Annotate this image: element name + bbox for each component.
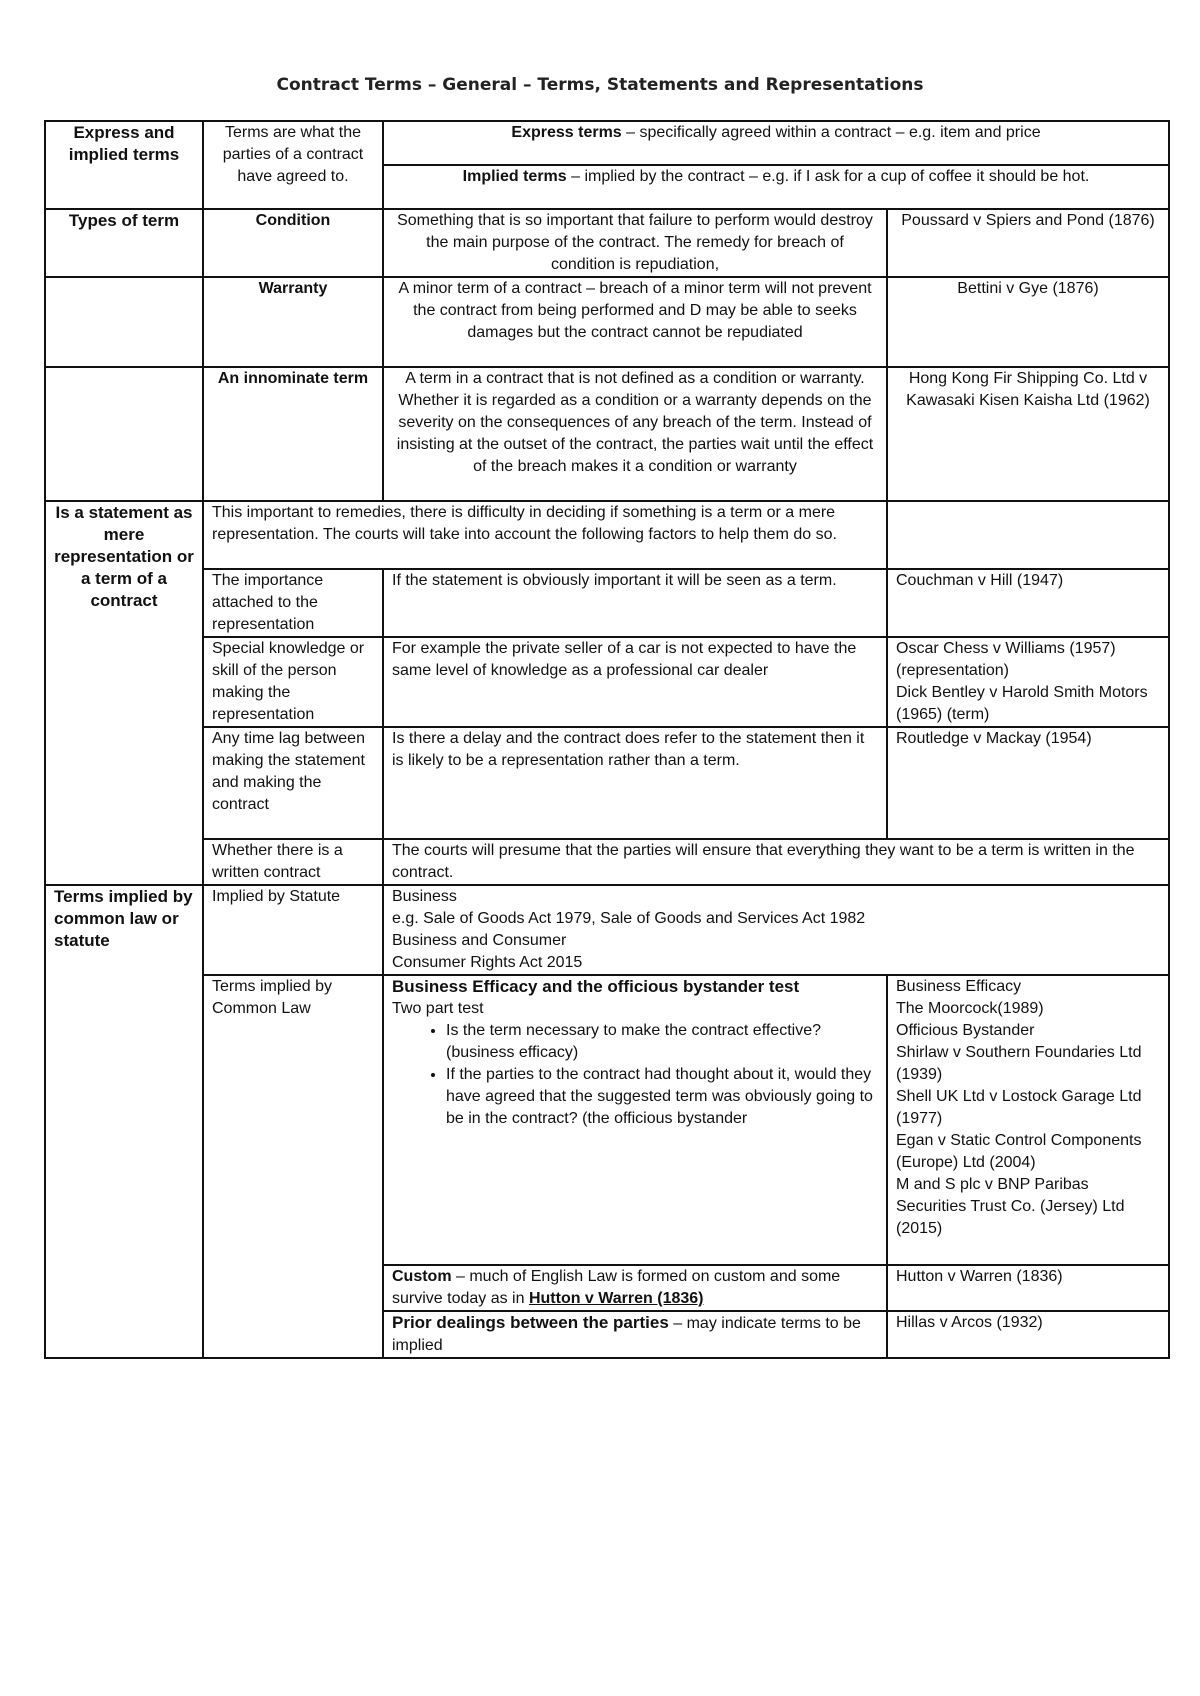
section-label-types-of-term: Types of term xyxy=(45,209,203,277)
case-reference: Hong Kong Fir Shipping Co. Ltd v Kawasaki Kisen Kaisha Ltd (1962) xyxy=(887,367,1169,501)
case-reference: Poussard v Spiers and Pond (1876) xyxy=(887,209,1169,277)
case-line: M and S plc v BNP Paribas Securities Trust Co. (Jersey) Ltd (2015) xyxy=(896,1176,1125,1237)
factor-name: Whether there is a written contract xyxy=(203,839,383,885)
two-part-test-label: Two part test xyxy=(392,1000,484,1017)
prior-dealings-cell xyxy=(383,1311,887,1358)
case-line: The Moorcock(1989) xyxy=(896,1000,1044,1017)
section-label-implied-by-law: Terms implied by common law or statute xyxy=(45,885,203,1358)
case-line: Routledge v Mackay (1954) xyxy=(896,730,1092,747)
statute-line: e.g. Sale of Goods Act 1979, Sale of Goods and Services Act 1982 xyxy=(392,910,866,927)
table-row xyxy=(45,975,1169,1265)
terms-table xyxy=(44,120,1170,1359)
table-row xyxy=(45,727,1169,839)
statute-line: Business and Consumer xyxy=(392,932,567,949)
implied-terms-heading: Implied terms xyxy=(462,168,567,185)
list-item: • If the parties to the contract had thought about it, would they have agreed that the suggested term was obviously going to be in the contract? (the officious bystander xyxy=(446,1064,878,1130)
section-label-statement-or-term: Is a statement as mere representation or a term of a contract xyxy=(45,501,203,885)
table-row xyxy=(45,637,1169,727)
empty-cell xyxy=(887,501,1169,569)
table-row xyxy=(45,501,1169,569)
express-terms-text: – specifically agreed within a contract – e.g. item and price xyxy=(621,124,1041,141)
case-line: Egan v Static Control Components (Europe) Ltd (2004) xyxy=(896,1132,1142,1171)
implied-terms-text: – implied by the contract – e.g. if I ask for a cup of coffee it should be hot. xyxy=(566,168,1090,185)
table-row xyxy=(45,277,1169,367)
factor-name: The importance attached to the representation xyxy=(203,569,383,637)
term-type-description: A minor term of a contract – breach of a minor term will not prevent the contract from being performed and D may be able to seeks damages but the contract cannot be repudiated xyxy=(383,277,887,367)
case-reference xyxy=(887,975,1169,1265)
factor-name: Special knowledge or skill of the person making the representation xyxy=(203,637,383,727)
prior-dealings-text: – may indicate terms to be implied xyxy=(392,1315,861,1354)
case-reference xyxy=(887,637,1169,727)
term-type-name: An innominate term xyxy=(203,367,383,501)
factor-description: For example the private seller of a car is not expected to have the same level of knowledge as a professional car dealer xyxy=(383,637,887,727)
case-reference: Hillas v Arcos (1932) xyxy=(887,1311,1169,1358)
factor-description: If the statement is obviously important it will be seen as a term. xyxy=(383,569,887,637)
section-label-express-implied: Express and implied terms xyxy=(45,121,203,209)
factor-description: Is there a delay and the contract does refer to the statement then it is likely to be a representation rather than a term. xyxy=(383,727,887,839)
custom-text: – much of English Law is formed on custom and some survive today as in xyxy=(392,1268,841,1307)
case-line: Dick Bentley v Harold Smith Motors (1965) (term) xyxy=(896,684,1148,723)
term-type-description: Something that is so important that failure to perform would destroy the main purpose of the contract. The remedy for breach of condition is repudiation, xyxy=(383,209,887,277)
statute-line: Business xyxy=(392,888,457,905)
representation-intro: This important to remedies, there is difficulty in deciding if something is a term or a mere representation. The courts will take into account the following factors to help them do so. xyxy=(203,501,887,569)
list-item: • Is the term necessary to make the contract effective? (business efficacy) xyxy=(446,1020,878,1064)
business-efficacy-heading: Business Efficacy and the officious bystander test xyxy=(392,977,800,996)
custom-heading: Custom xyxy=(392,1268,452,1285)
terms-definition: Terms are what the parties of a contract have agreed to. xyxy=(203,121,383,209)
express-terms-cell xyxy=(383,121,1169,165)
case-reference: Hutton v Warren (1836) xyxy=(887,1265,1169,1311)
prior-dealings-heading: Prior dealings between the parties xyxy=(392,1313,669,1332)
factor-description: The courts will presume that the parties will ensure that everything they want to be a term is written in the contract. xyxy=(383,839,1169,885)
implied-terms-cell xyxy=(383,165,1169,209)
business-efficacy-cell xyxy=(383,975,887,1265)
factor-name: Any time lag between making the statement and making the contract xyxy=(203,727,383,839)
case-line: Oscar Chess v Williams (1957) (representation) xyxy=(896,640,1116,679)
table-row xyxy=(45,569,1169,637)
case-line: Officious Bystander xyxy=(896,1022,1035,1039)
case-line: Couchman v Hill (1947) xyxy=(896,572,1064,589)
term-type-name: Condition xyxy=(203,209,383,277)
empty-cell xyxy=(45,367,203,501)
statute-details xyxy=(383,885,1169,975)
express-terms-heading: Express terms xyxy=(511,124,622,141)
common-law-label: Terms implied by Common Law xyxy=(203,975,383,1358)
case-reference xyxy=(887,569,1169,637)
table-row xyxy=(45,885,1169,975)
statute-label: Implied by Statute xyxy=(203,885,383,975)
term-type-name: Warranty xyxy=(203,277,383,367)
test-bullet-list xyxy=(392,1020,878,1130)
empty-cell xyxy=(45,277,203,367)
table-row xyxy=(45,839,1169,885)
case-reference xyxy=(887,727,1169,839)
term-type-description: A term in a contract that is not defined as a condition or warranty. Whether it is regarded as a condition or a warranty depends on the severity on the consequences of any breach of the term. Instead of insisting at the outset of the contract, the parties wait until the effect of the breach makes it a condition or warranty xyxy=(383,367,887,501)
case-line: Shell UK Ltd v Lostock Garage Ltd (1977) xyxy=(896,1088,1142,1127)
case-line: Shirlaw v Southern Foundaries Ltd (1939) xyxy=(896,1044,1142,1083)
page-title: Contract Terms – General – Terms, Statements and Representations xyxy=(276,75,924,95)
case-line: Business Efficacy xyxy=(896,978,1022,995)
table-row xyxy=(45,209,1169,277)
custom-inline-case: Hutton v Warren (1836) xyxy=(528,1290,704,1307)
statute-line: Consumer Rights Act 2015 xyxy=(392,954,583,971)
table-row xyxy=(45,367,1169,501)
custom-cell xyxy=(383,1265,887,1311)
case-reference: Bettini v Gye (1876) xyxy=(887,277,1169,367)
